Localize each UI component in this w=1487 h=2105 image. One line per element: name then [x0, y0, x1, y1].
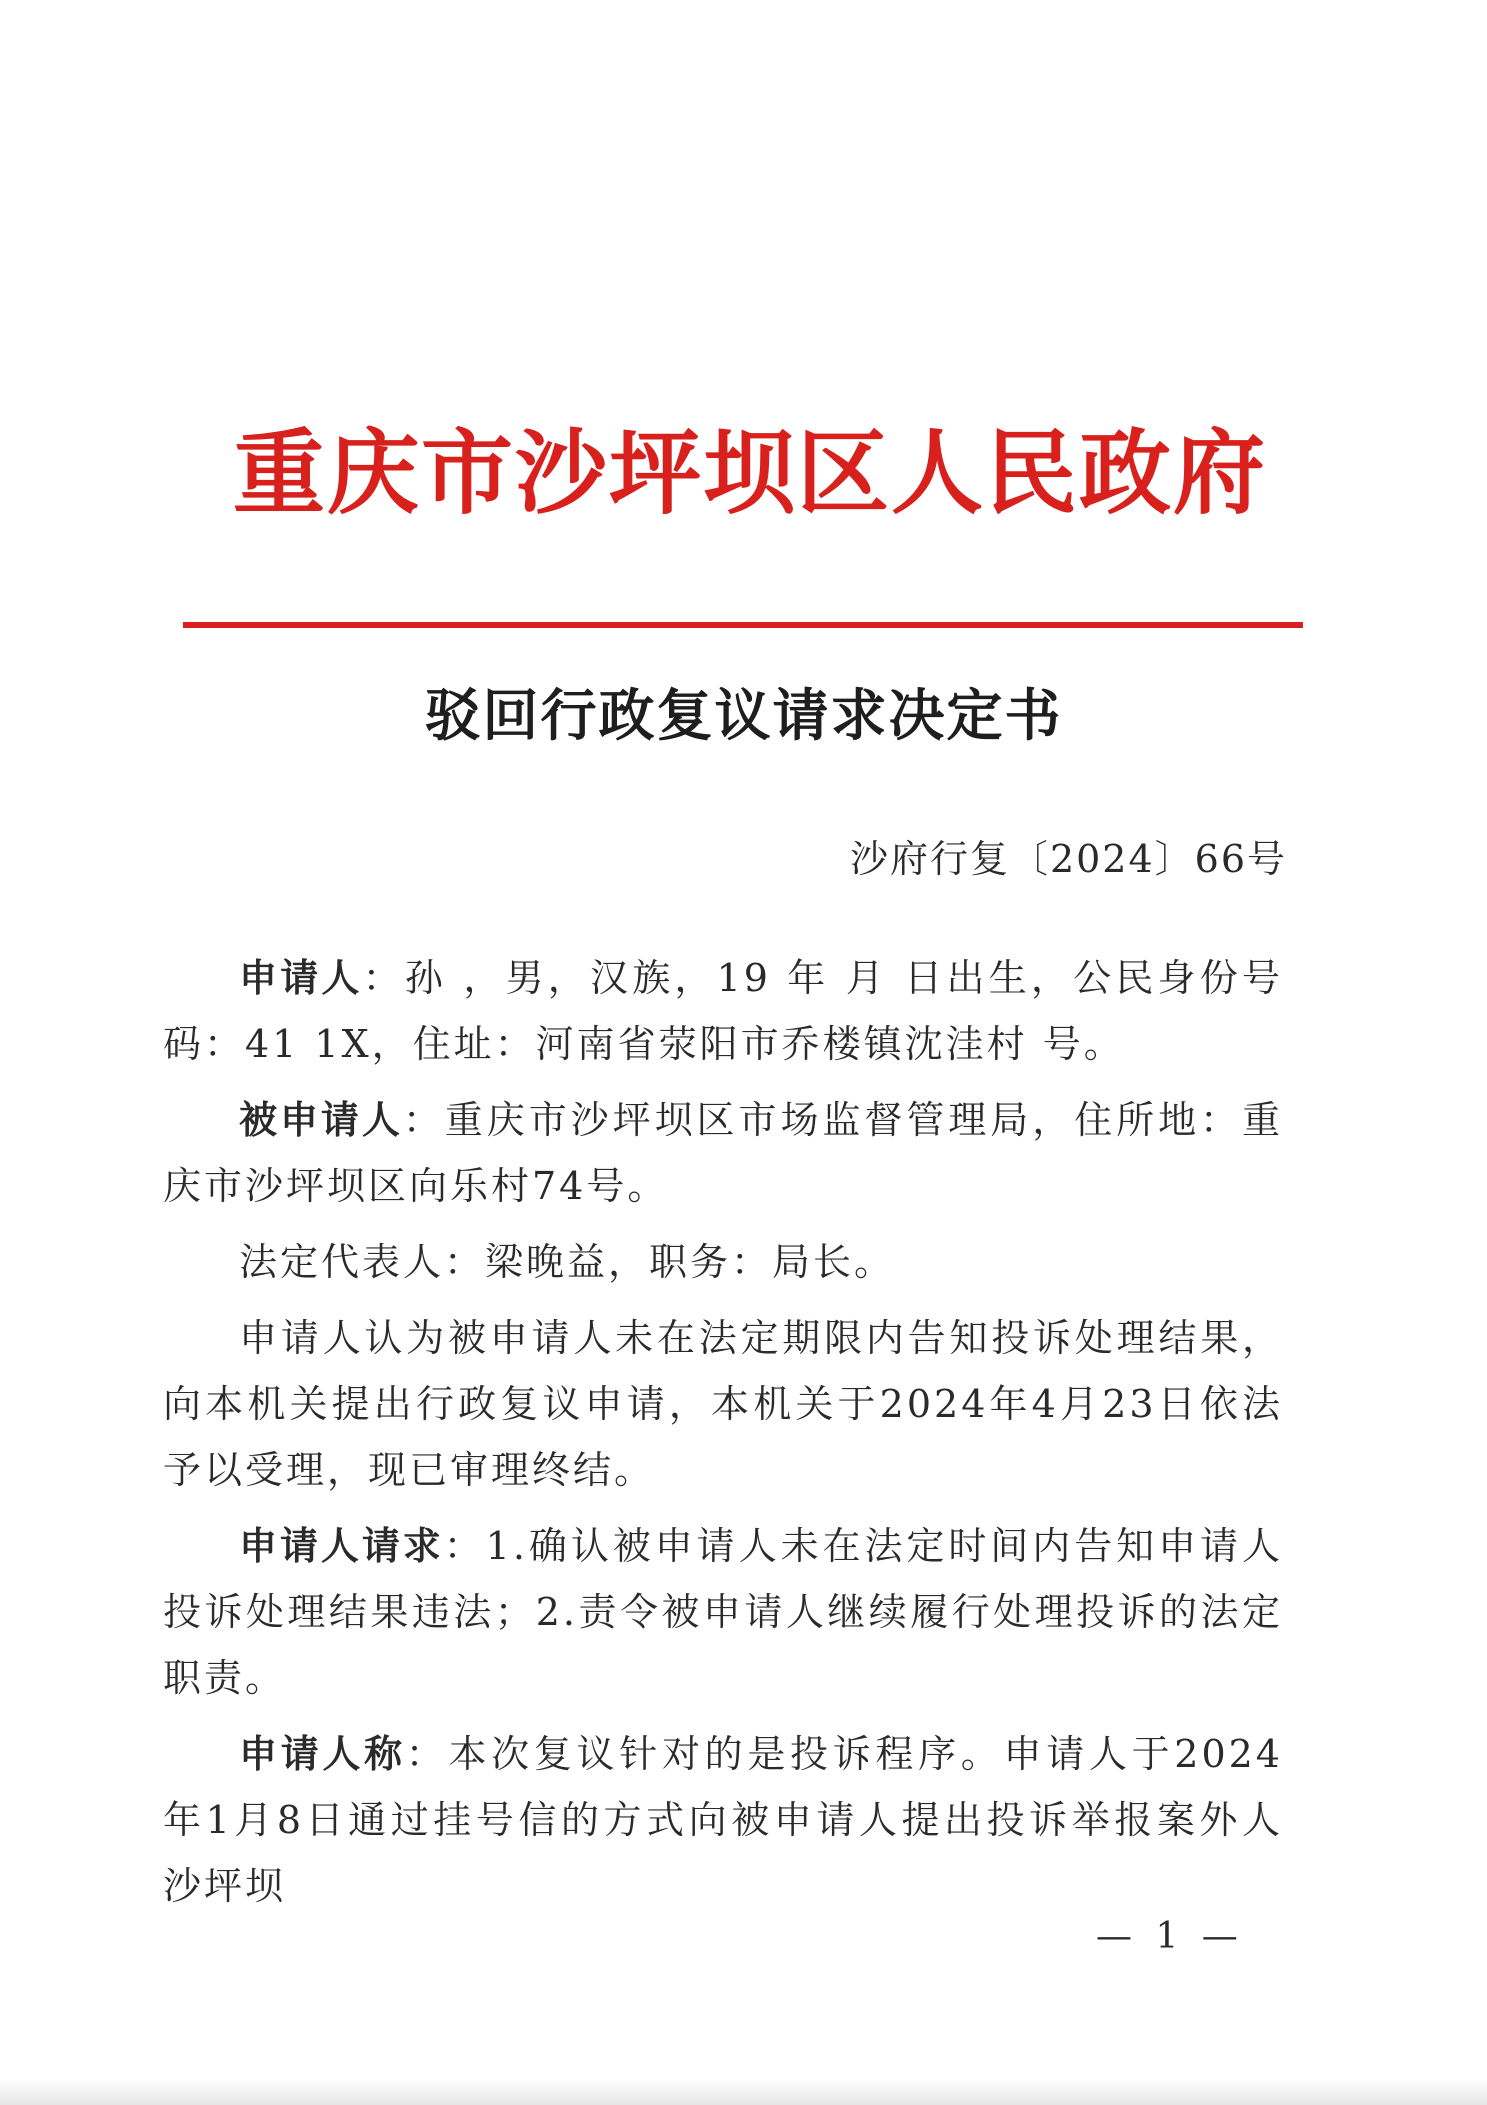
scan-bottom-edge — [0, 2080, 1487, 2105]
applicant-label: 申请人 — [239, 956, 363, 1000]
document-number: 沙府行复〔2024〕66号 — [849, 837, 1287, 881]
request-text: ：1.确认被申请人未在法定时间内告知申请人投诉处理结果违法；2.责令被申请人继续履行处理投诉的法定职责。 — [163, 1524, 1283, 1700]
issuer-heading: 重庆市沙坪坝区人民政府 — [232, 419, 1267, 527]
applicant-text: ：孙 ，男，汉族，19 年 月 日出生，公民身份号码：41 1X，住址：河南省荥阳市乔楼镇沈洼村 号。 — [163, 956, 1283, 1066]
claim-text: ：本次复议针对的是投诉程序。申请人于2024年1月8日通过挂号信的方式向被申请人提出投诉举报案外人沙坪坝 — [163, 1732, 1283, 1908]
document-body — [163, 945, 1283, 1929]
applicant-paragraph — [163, 945, 1283, 1077]
request-label: 申请人请求 — [239, 1524, 444, 1568]
intro-paragraph: 申请人认为被申请人未在法定期限内告知投诉处理结果，向本机关提出行政复议申请，本机关于2024年4月23日依法予以受理，现已审理终结。 — [163, 1316, 1283, 1492]
page-number: — 1 — — [1096, 1916, 1244, 1957]
respondent-label: 被申请人 — [239, 1098, 403, 1142]
respondent-paragraph — [163, 1087, 1283, 1219]
respondent-text: ：重庆市沙坪坝区市场监督管理局，住所地：重庆市沙坪坝区向乐村74号。 — [163, 1098, 1283, 1208]
legal-representative: 法定代表人：梁晚益，职务：局长。 — [239, 1240, 896, 1284]
red-divider-line — [183, 622, 1303, 628]
document-title: 驳回行政复议请求决定书 — [424, 683, 1063, 749]
claim-paragraph — [163, 1721, 1283, 1919]
request-paragraph — [163, 1513, 1283, 1711]
claim-label: 申请人称 — [239, 1732, 406, 1776]
